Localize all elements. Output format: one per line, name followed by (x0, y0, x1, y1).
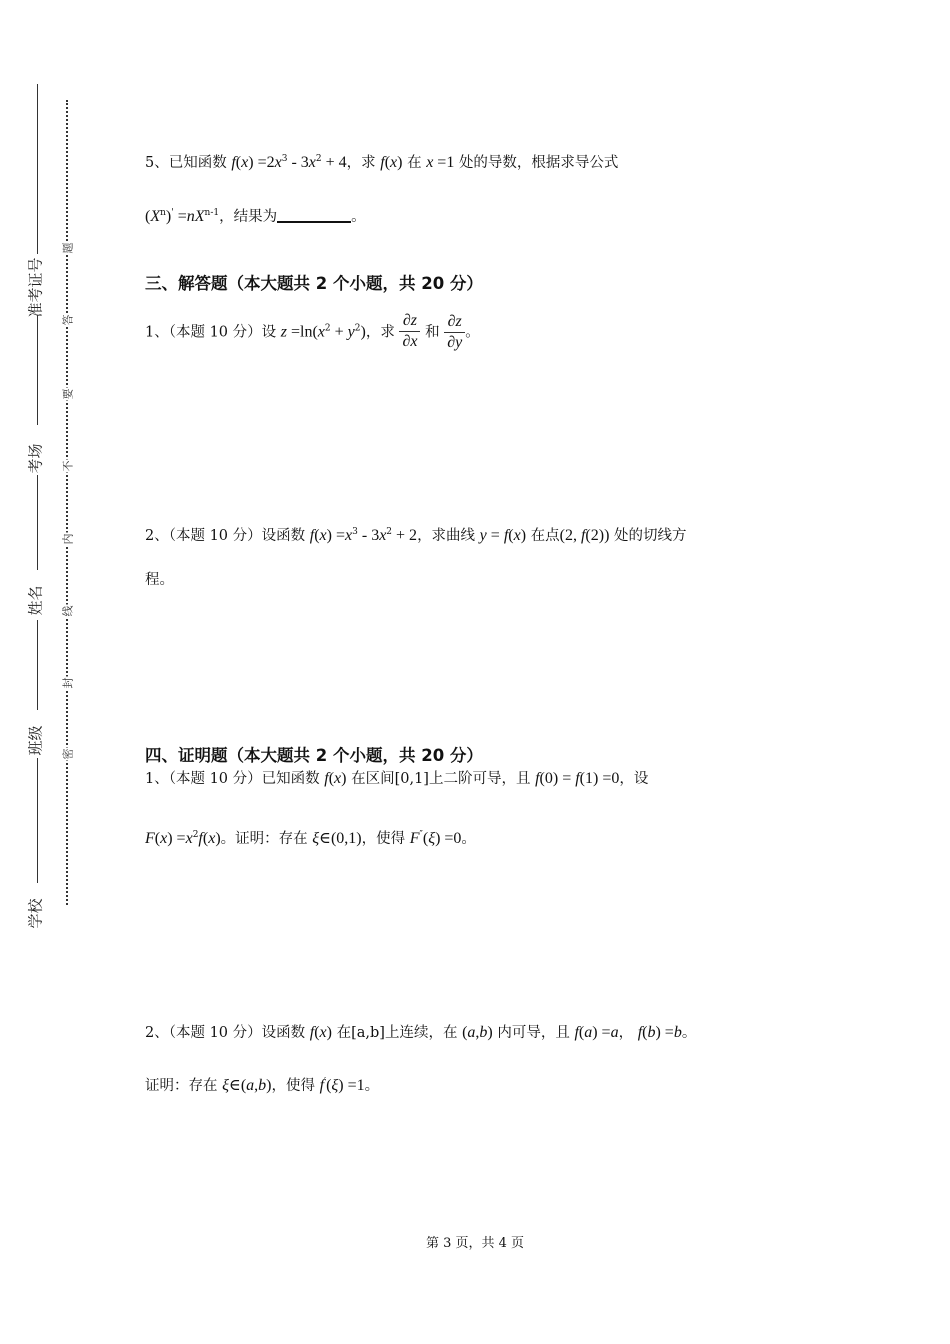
seal-dotted-line (66, 100, 68, 905)
binding-line (37, 84, 38, 254)
section-3-question-2-line2: 程。 (145, 572, 174, 588)
section-4-question-1-line2: $F(x) =x^2f(x)$。证明：存在 ξ∈(0,1)，使得 F″(ξ) =0。 (145, 830, 476, 847)
binding-line (37, 620, 38, 710)
field-exam-room: 考场 (26, 443, 45, 474)
partial-z-x: $\frac{\partial z}{\partial x}$ (399, 311, 420, 352)
field-name: 姓名 (26, 585, 45, 616)
answer-blank[interactable] (277, 207, 351, 223)
section-3-question-1: 1、（本题 10 分）设 $z =\ln(x^2 + y^2)$，求 $\frac{\partial z}{\partial x}$ 和 $\frac{\partial z}{\partial y}$ 。 (145, 312, 480, 351)
section-4-question-1-line1: 1、（本题 10 分）已知函数 f(x) 在区间[0,1]上二阶可导，且 f(0) = f(1) =0，设 (145, 770, 649, 787)
seal-char: 答 (61, 314, 75, 326)
binding-line (37, 758, 38, 883)
field-class: 班级 (26, 725, 45, 756)
seal-char: 题 (61, 242, 75, 254)
question-5-line1: 5、已知函数 $f(x) =2x^3 - 3x^2 + 4$，求 f(x) 在 x =1 处的导数，根据求导公式 (145, 154, 619, 171)
section-3-question-2-line1: 2、（本题 10 分）设函数 $f(x) =x^3 - 3x^2 + 2$，求曲线 y = f(x) 在点(2, f(2)) 处的切线方 (145, 527, 687, 544)
field-school: 学校 (26, 898, 45, 929)
partial-z-y: $\frac{\partial z}{\partial y}$ (444, 312, 465, 353)
seal-char: 不 (61, 460, 75, 472)
seal-char: 要 (61, 388, 75, 400)
binding-line (37, 315, 38, 425)
binding-line (37, 475, 38, 570)
seal-char: 线 (61, 605, 75, 617)
seal-char: 密 (61, 748, 75, 760)
section-4-question-2-line1: 2、（本题 10 分）设函数 f(x) 在[a,b]上连续，在 (a,b) 内可导，且 f(a) =a， f(b) =b。 (145, 1024, 697, 1041)
section-4-question-2-line2: 证明：存在 ξ∈(a,b)，使得 f′(ξ) =1。 (145, 1077, 380, 1094)
section-4-heading: 四、证明题（本大题共 2 个小题，共 20 分） (145, 746, 483, 765)
question-5-line2: $(X^n)' =nX^{n-1}$，结果为 。 (145, 208, 366, 225)
field-exam-number: 准考证号 (26, 257, 45, 318)
seal-char: 封 (61, 677, 75, 689)
page-number: 第 3 页，共 4 页 (425, 1236, 525, 1251)
section-3-heading: 三、解答题（本大题共 2 个小题，共 20 分） (145, 274, 483, 293)
seal-char: 内 (61, 533, 75, 545)
